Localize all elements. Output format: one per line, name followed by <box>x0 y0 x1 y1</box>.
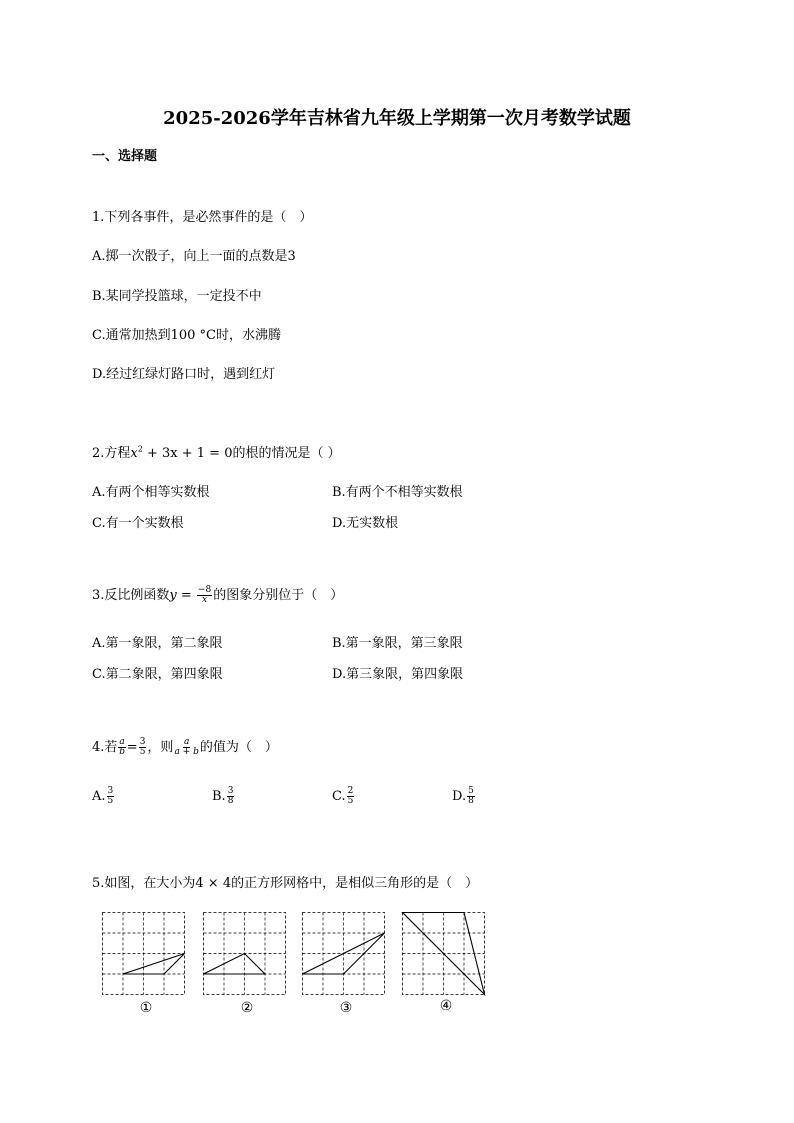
option-fraction <box>467 787 475 806</box>
fraction-numerator: 3 <box>107 786 114 796</box>
question-4-option-d <box>452 787 476 806</box>
question-4-mid: ，则 <box>147 740 174 755</box>
question-3-suffix: 的图象分别位于（ ） <box>213 588 344 603</box>
section-heading: 一、选择题 <box>92 149 158 164</box>
grid-1 <box>103 913 185 995</box>
fraction-denominator: x <box>202 595 208 605</box>
option-label: A. <box>92 789 106 804</box>
figure-label-1: ① <box>139 1000 153 1016</box>
fraction-numerator: 3 <box>227 786 234 796</box>
similar-triangles-figure <box>100 910 490 1000</box>
question-2-option-b: B.有两个不相等实数根 <box>332 485 463 500</box>
fraction-denominator: 5 <box>139 747 146 757</box>
question-1-option-d: D.经过红绿灯路口时，遇到红灯 <box>92 367 276 382</box>
question-4-fraction-3 <box>174 738 198 757</box>
question-3-prefix: 3.反比例函数 <box>92 588 170 603</box>
figure-label-3: ③ <box>339 1000 353 1016</box>
fraction-denominator: b <box>119 747 125 757</box>
question-2-suffix: 的根的情况是（ ） <box>232 446 341 461</box>
grid-4 <box>403 913 485 995</box>
triangle-2 <box>204 954 266 975</box>
question-2-prefix: 2.方程 <box>92 446 131 461</box>
triangle-1 <box>123 954 185 975</box>
fraction-numerator: 2 <box>347 786 354 796</box>
option-label: B. <box>212 789 226 804</box>
question-1-option-c: C.通常加热到100 °C时，水沸腾 <box>92 328 282 343</box>
fraction-numerator: 3 <box>139 737 146 747</box>
question-4-option-b <box>212 787 235 806</box>
option-fraction <box>107 787 115 806</box>
question-4-option-a <box>92 787 115 806</box>
question-2-eq-rest: + 3x + 1 = 0 <box>142 446 233 461</box>
option-fraction <box>227 787 235 806</box>
question-2-option-a: A.有两个相等实数根 <box>92 485 210 500</box>
fraction-numerator: a <box>119 737 125 747</box>
fraction-denominator: 5 <box>107 796 114 806</box>
fraction-numerator: 5 <box>468 786 474 796</box>
question-3-stem <box>92 584 343 605</box>
question-4-prefix: 4.若 <box>92 740 118 755</box>
question-2-eq-sup: 2 <box>137 444 143 454</box>
grid-3 <box>303 913 385 995</box>
option-label: D. <box>452 789 467 804</box>
page-title: 2025-2026学年吉林省九年级上学期第一次月考数学试题 <box>163 108 631 129</box>
question-2-option-d: D.无实数根 <box>332 516 399 531</box>
question-5-suffix: 的正方形网格中，是相似三角形的是（ ） <box>231 876 479 891</box>
question-5-size: 4 × 4 <box>195 876 232 891</box>
figure-label-2: ② <box>240 1000 254 1016</box>
figure-label-4: ④ <box>439 998 453 1014</box>
question-4-suffix: 的值为（ ） <box>199 740 278 755</box>
question-1-option-b: B.某同学投篮球，一定投不中 <box>92 289 262 304</box>
question-4-stem <box>92 736 278 757</box>
question-4-fraction-1 <box>118 738 125 757</box>
option-fraction <box>347 787 355 806</box>
question-3-option-a: A.第一象限，第二象限 <box>92 636 223 651</box>
question-1-stem: 1.下列各事件，是必然事件的是（ ） <box>92 210 313 225</box>
question-3-fraction <box>197 586 212 605</box>
question-2-option-c: C.有一个实数根 <box>92 516 184 531</box>
fraction-denominator: 8 <box>227 796 234 806</box>
question-2-stem <box>92 442 341 461</box>
question-4-option-c <box>332 787 355 806</box>
fraction-numerator: a <box>183 737 190 747</box>
fraction-denominator: a + b <box>174 747 199 757</box>
fraction-denominator: 5 <box>347 796 354 806</box>
question-3-option-d: D.第三象限，第四象限 <box>332 667 464 682</box>
fraction-numerator: −8 <box>197 585 212 595</box>
question-1-option-a: A.掷一次骰子，向上一面的点数是3 <box>92 249 296 264</box>
question-2-eq-x: x <box>130 446 138 461</box>
question-5-prefix: 5.如图，在大小为 <box>92 876 196 891</box>
grid-2 <box>204 913 286 995</box>
option-label: C. <box>332 789 346 804</box>
question-5-stem <box>92 872 478 891</box>
question-3-eq-lhs: y = <box>169 588 192 603</box>
question-3-option-c: C.第二象限，第四象限 <box>92 667 223 682</box>
fraction-denominator: 8 <box>468 796 474 806</box>
question-3-option-b: B.第一象限，第三象限 <box>332 636 463 651</box>
question-4-eq: = <box>126 740 138 755</box>
question-4-fraction-2 <box>139 738 147 757</box>
